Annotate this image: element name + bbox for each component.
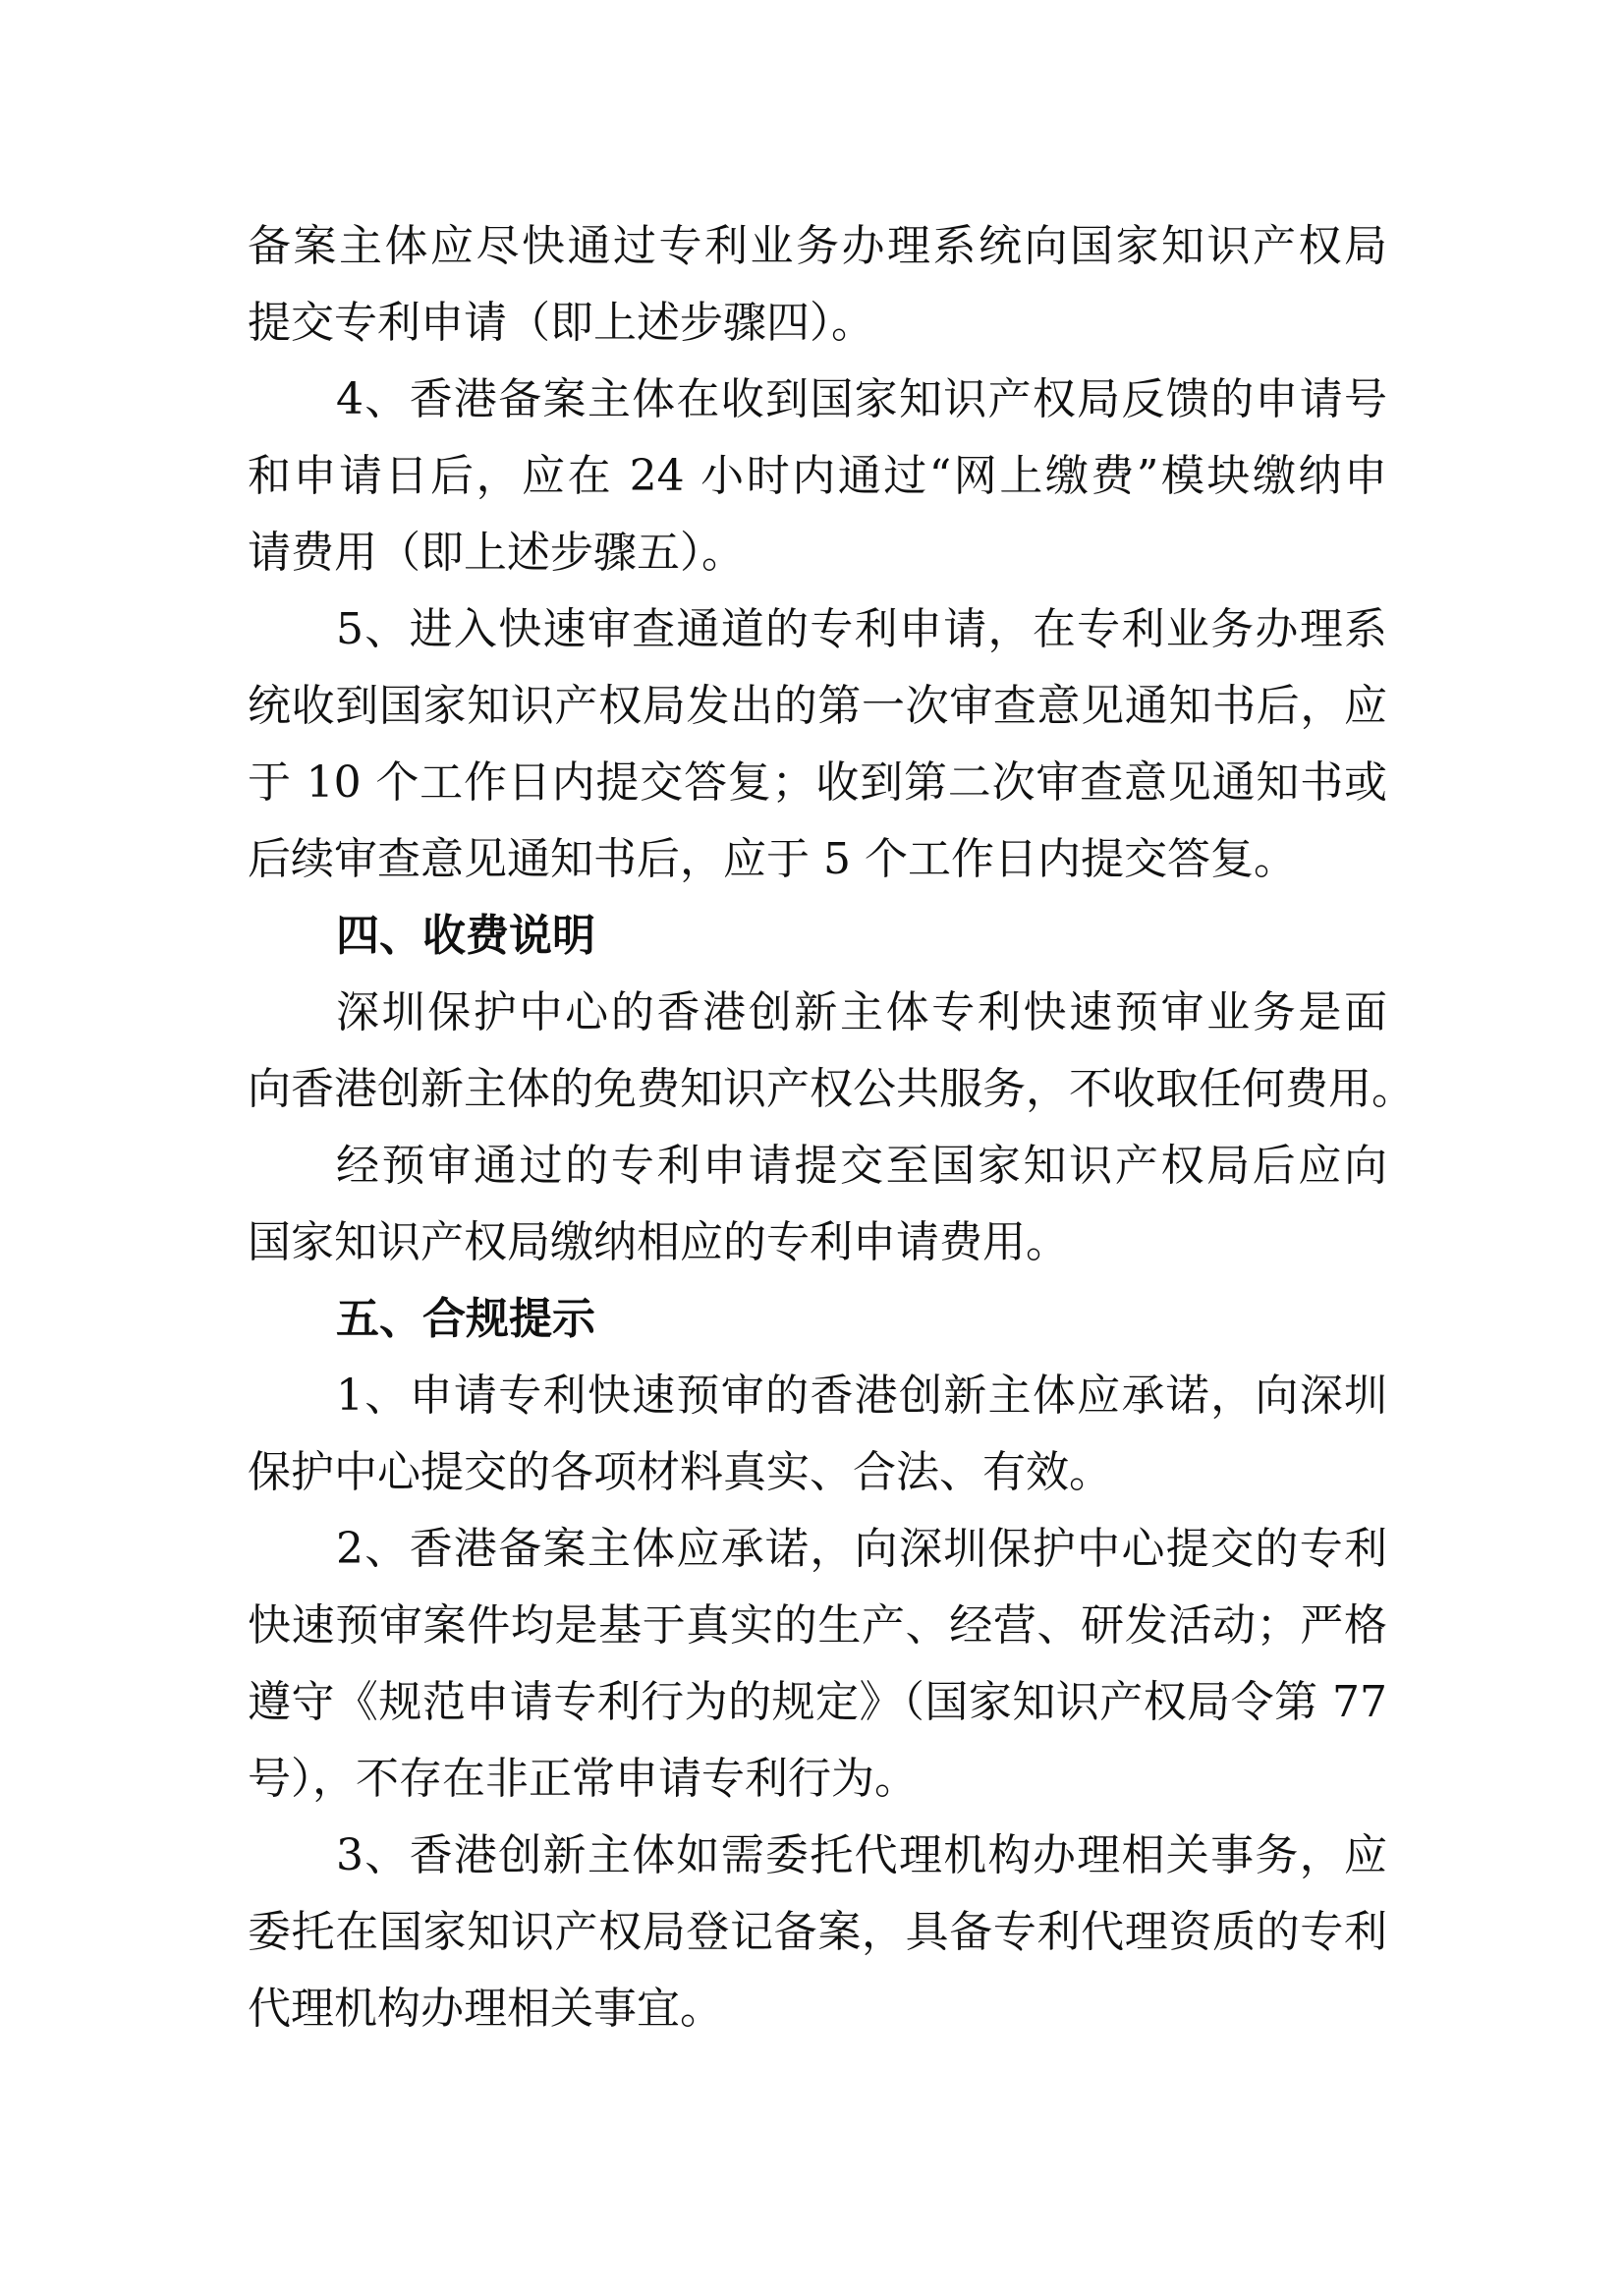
text-line: 深圳保护中心的香港创新主体专利快速预审业务是面 — [336, 987, 1387, 1037]
section-heading-compliance: 五、合规提示 — [336, 1294, 595, 1344]
text-line: 于 10 个工作日内提交答复；收到第二次审查意见通知书或 — [248, 757, 1387, 808]
text-line: 后续审查意见通知书后，应于 5 个工作日内提交答复。 — [248, 834, 1297, 884]
text-line: 1、申请专利快速预审的香港创新主体应承诺，向深圳 — [336, 1371, 1387, 1421]
text-line: 向香港创新主体的免费知识产权公共服务，不收取任何费用。 — [248, 1064, 1415, 1114]
text-line: 提交专利申请（即上述步骤四）。 — [248, 298, 874, 348]
text-line: 3、香港创新主体如需委托代理机构办理相关事务，应 — [336, 1830, 1387, 1880]
text-line: 备案主体应尽快通过专利业务办理系统向国家知识产权局 — [248, 221, 1387, 271]
text-line: 请费用（即上述步骤五）。 — [248, 528, 745, 578]
text-line: 保护中心提交的各项材料真实、合法、有效。 — [248, 1447, 1112, 1497]
section-heading-fees: 四、收费说明 — [336, 911, 595, 961]
text-line: 代理机构办理相关事宜。 — [248, 1984, 723, 2034]
text-line: 5、进入快速审查通道的专利申请，在专利业务办理系 — [336, 604, 1387, 654]
text-line: 国家知识产权局缴纳相应的专利申请费用。 — [248, 1217, 1069, 1267]
text-line: 快速预审案件均是基于真实的生产、经营、研发活动；严格 — [248, 1600, 1387, 1651]
text-line: 经预审通过的专利申请提交至国家知识产权局后应向 — [336, 1141, 1387, 1191]
document-body — [248, 208, 1415, 2047]
text-line: 委托在国家知识产权局登记备案，具备专利代理资质的专利 — [248, 1907, 1387, 1957]
text-line: 遵守《规范申请专利行为的规定》（国家知识产权局令第 77 — [248, 1677, 1387, 1727]
text-line: 号），不存在非正常申请专利行为。 — [248, 1754, 918, 1804]
text-line: 统收到国家知识产权局发出的第一次审查意见通知书后，应 — [248, 681, 1387, 731]
text-line: 2、香港备案主体应承诺，向深圳保护中心提交的专利 — [336, 1524, 1387, 1574]
text-line: 4、香港备案主体在收到国家知识产权局反馈的申请号 — [336, 374, 1387, 424]
text-line: 和申请日后，应在 24 小时内通过“网上缴费”模块缴纳申 — [248, 451, 1387, 501]
